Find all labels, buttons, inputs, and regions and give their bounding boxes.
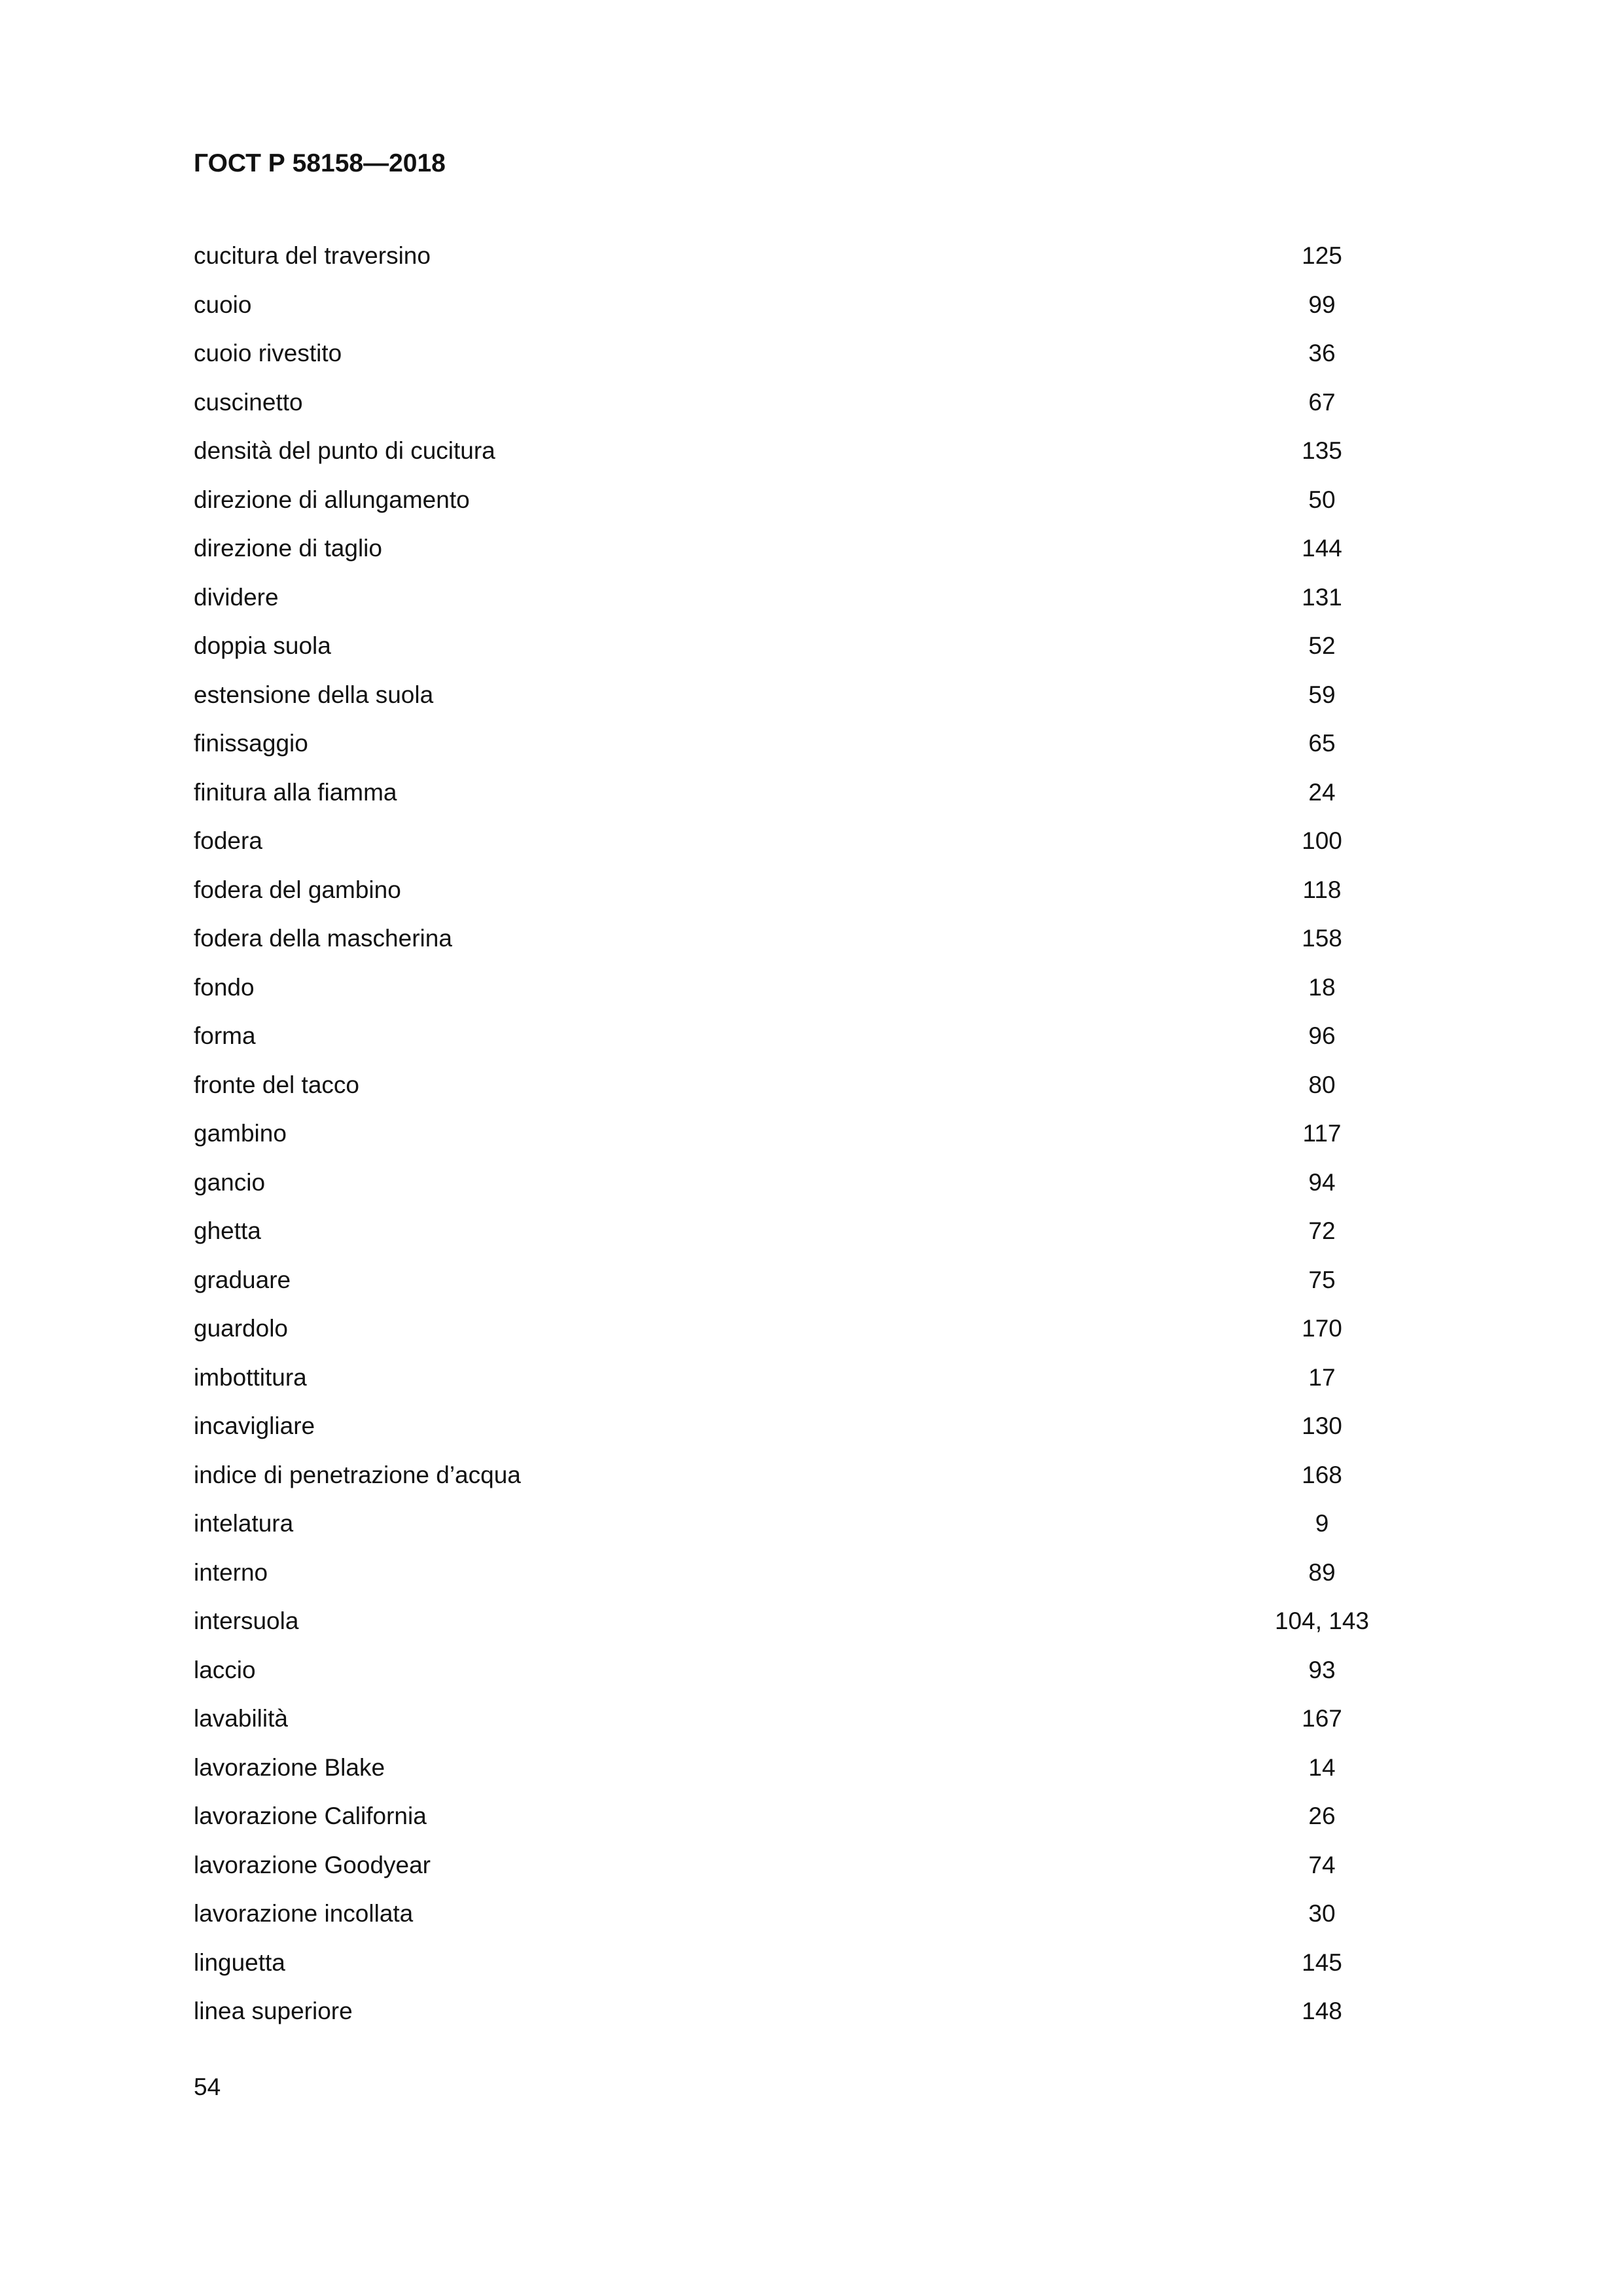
index-row [194, 630, 1476, 679]
index-term: gambino [194, 1120, 287, 1147]
index-term: linea superiore [194, 1998, 353, 2024]
index-ref: 18 [1308, 973, 1336, 1001]
term-index-list [194, 240, 1476, 2044]
index-row [194, 1215, 1476, 1264]
index-row [194, 1117, 1476, 1166]
index-term: cucitura del traversino [194, 242, 431, 269]
index-row [194, 874, 1476, 923]
index-term: densità del punto di cucitura [194, 437, 495, 464]
index-ref: 72 [1308, 1217, 1336, 1244]
index-row [194, 484, 1476, 533]
index-term: cuscinetto [194, 388, 303, 416]
index-row [194, 1361, 1476, 1410]
index-row [194, 727, 1476, 776]
index-ref: 117 [1302, 1120, 1342, 1147]
index-row [194, 679, 1476, 728]
index-row [194, 1410, 1476, 1459]
index-row [194, 1800, 1476, 1849]
index-ref: 125 [1302, 242, 1342, 269]
index-ref: 75 [1308, 1266, 1336, 1293]
index-row [194, 1702, 1476, 1751]
index-row [194, 1459, 1476, 1508]
index-row [194, 581, 1476, 630]
index-term: cuoio [194, 291, 252, 318]
index-row [194, 1751, 1476, 1801]
index-row [194, 532, 1476, 581]
index-ref: 168 [1302, 1461, 1342, 1488]
index-term: dividere [194, 583, 279, 611]
index-ref: 135 [1302, 437, 1342, 464]
index-row [194, 971, 1476, 1020]
index-row [194, 1605, 1476, 1654]
index-term: forma [194, 1022, 256, 1049]
index-term: linguetta [194, 1948, 285, 1976]
index-term: guardolo [194, 1315, 289, 1342]
index-ref: 30 [1308, 1900, 1336, 1927]
index-row [194, 776, 1476, 825]
index-term: laccio [194, 1656, 256, 1683]
index-ref: 158 [1302, 925, 1342, 952]
index-term: lavorazione Goodyear [194, 1851, 431, 1878]
index-ref: 17 [1308, 1363, 1336, 1391]
index-ref: 130 [1302, 1412, 1342, 1439]
index-term: doppia suola [194, 632, 331, 659]
index-term: lavabilità [194, 1705, 288, 1732]
index-term: fronte del tacco [194, 1071, 359, 1098]
index-term: direzione di taglio [194, 535, 382, 562]
index-ref: 89 [1308, 1558, 1336, 1586]
index-row [194, 1654, 1476, 1703]
index-ref: 14 [1308, 1753, 1336, 1781]
index-row [194, 1897, 1476, 1946]
index-term: imbottitura [194, 1363, 307, 1391]
page-number: 54 [194, 2073, 221, 2100]
index-term: interno [194, 1558, 268, 1586]
index-ref: 59 [1308, 681, 1336, 708]
index-ref: 144 [1302, 535, 1342, 562]
index-ref: 145 [1302, 1948, 1342, 1976]
index-ref: 80 [1308, 1071, 1336, 1098]
index-term: gancio [194, 1168, 266, 1196]
index-row [194, 435, 1476, 484]
index-row [194, 289, 1476, 338]
index-row [194, 1995, 1476, 2044]
index-row [194, 1264, 1476, 1313]
index-row [194, 1556, 1476, 1605]
index-term: fondo [194, 973, 255, 1001]
index-row [194, 1069, 1476, 1118]
index-row [194, 1166, 1476, 1215]
index-term: intersuola [194, 1607, 299, 1634]
index-ref: 99 [1308, 291, 1336, 318]
index-ref: 26 [1308, 1803, 1336, 1829]
index-term: estensione della suola [194, 681, 434, 708]
index-term: finissaggio [194, 730, 308, 757]
index-term: lavorazione Blake [194, 1753, 385, 1781]
index-row [194, 1312, 1476, 1361]
index-ref: 65 [1308, 730, 1336, 757]
index-ref: 167 [1302, 1705, 1342, 1732]
index-row [194, 386, 1476, 435]
index-row [194, 922, 1476, 971]
index-ref: 9 [1315, 1510, 1329, 1537]
index-ref: 24 [1308, 778, 1336, 806]
index-term: intelatura [194, 1510, 294, 1537]
index-ref: 170 [1302, 1315, 1342, 1342]
index-row [194, 1849, 1476, 1898]
index-term: lavorazione incollata [194, 1900, 414, 1927]
index-ref: 74 [1308, 1851, 1336, 1878]
index-ref: 131 [1302, 583, 1342, 611]
index-ref: 96 [1308, 1022, 1336, 1049]
index-term: fodera [194, 827, 262, 854]
index-row [194, 240, 1476, 289]
index-ref: 93 [1308, 1656, 1336, 1683]
index-ref: 148 [1302, 1998, 1342, 2024]
index-row [194, 337, 1476, 386]
index-row [194, 1507, 1476, 1556]
index-row [194, 1020, 1476, 1069]
index-ref: 52 [1308, 632, 1336, 659]
index-term: fodera del gambino [194, 876, 401, 903]
index-term: incavigliare [194, 1412, 315, 1439]
document-header: ГОСТ Р 58158—2018 [194, 149, 446, 177]
index-row [194, 1946, 1476, 1996]
index-ref: 67 [1308, 388, 1336, 416]
index-term: fodera della mascherina [194, 925, 452, 952]
index-term: finitura alla fiamma [194, 778, 397, 806]
index-ref: 118 [1302, 876, 1342, 903]
index-term: graduare [194, 1266, 291, 1293]
index-term: direzione di allungamento [194, 486, 470, 513]
index-ref: 100 [1302, 827, 1342, 854]
index-term: cuoio rivestito [194, 340, 342, 367]
index-ref: 104, 143 [1274, 1607, 1370, 1634]
index-term: indice di penetrazione d’acqua [194, 1461, 521, 1488]
index-ref: 94 [1308, 1168, 1336, 1196]
index-term: lavorazione California [194, 1803, 427, 1829]
index-ref: 36 [1308, 340, 1336, 367]
index-term: ghetta [194, 1217, 261, 1244]
index-ref: 50 [1308, 486, 1336, 513]
index-row [194, 825, 1476, 874]
